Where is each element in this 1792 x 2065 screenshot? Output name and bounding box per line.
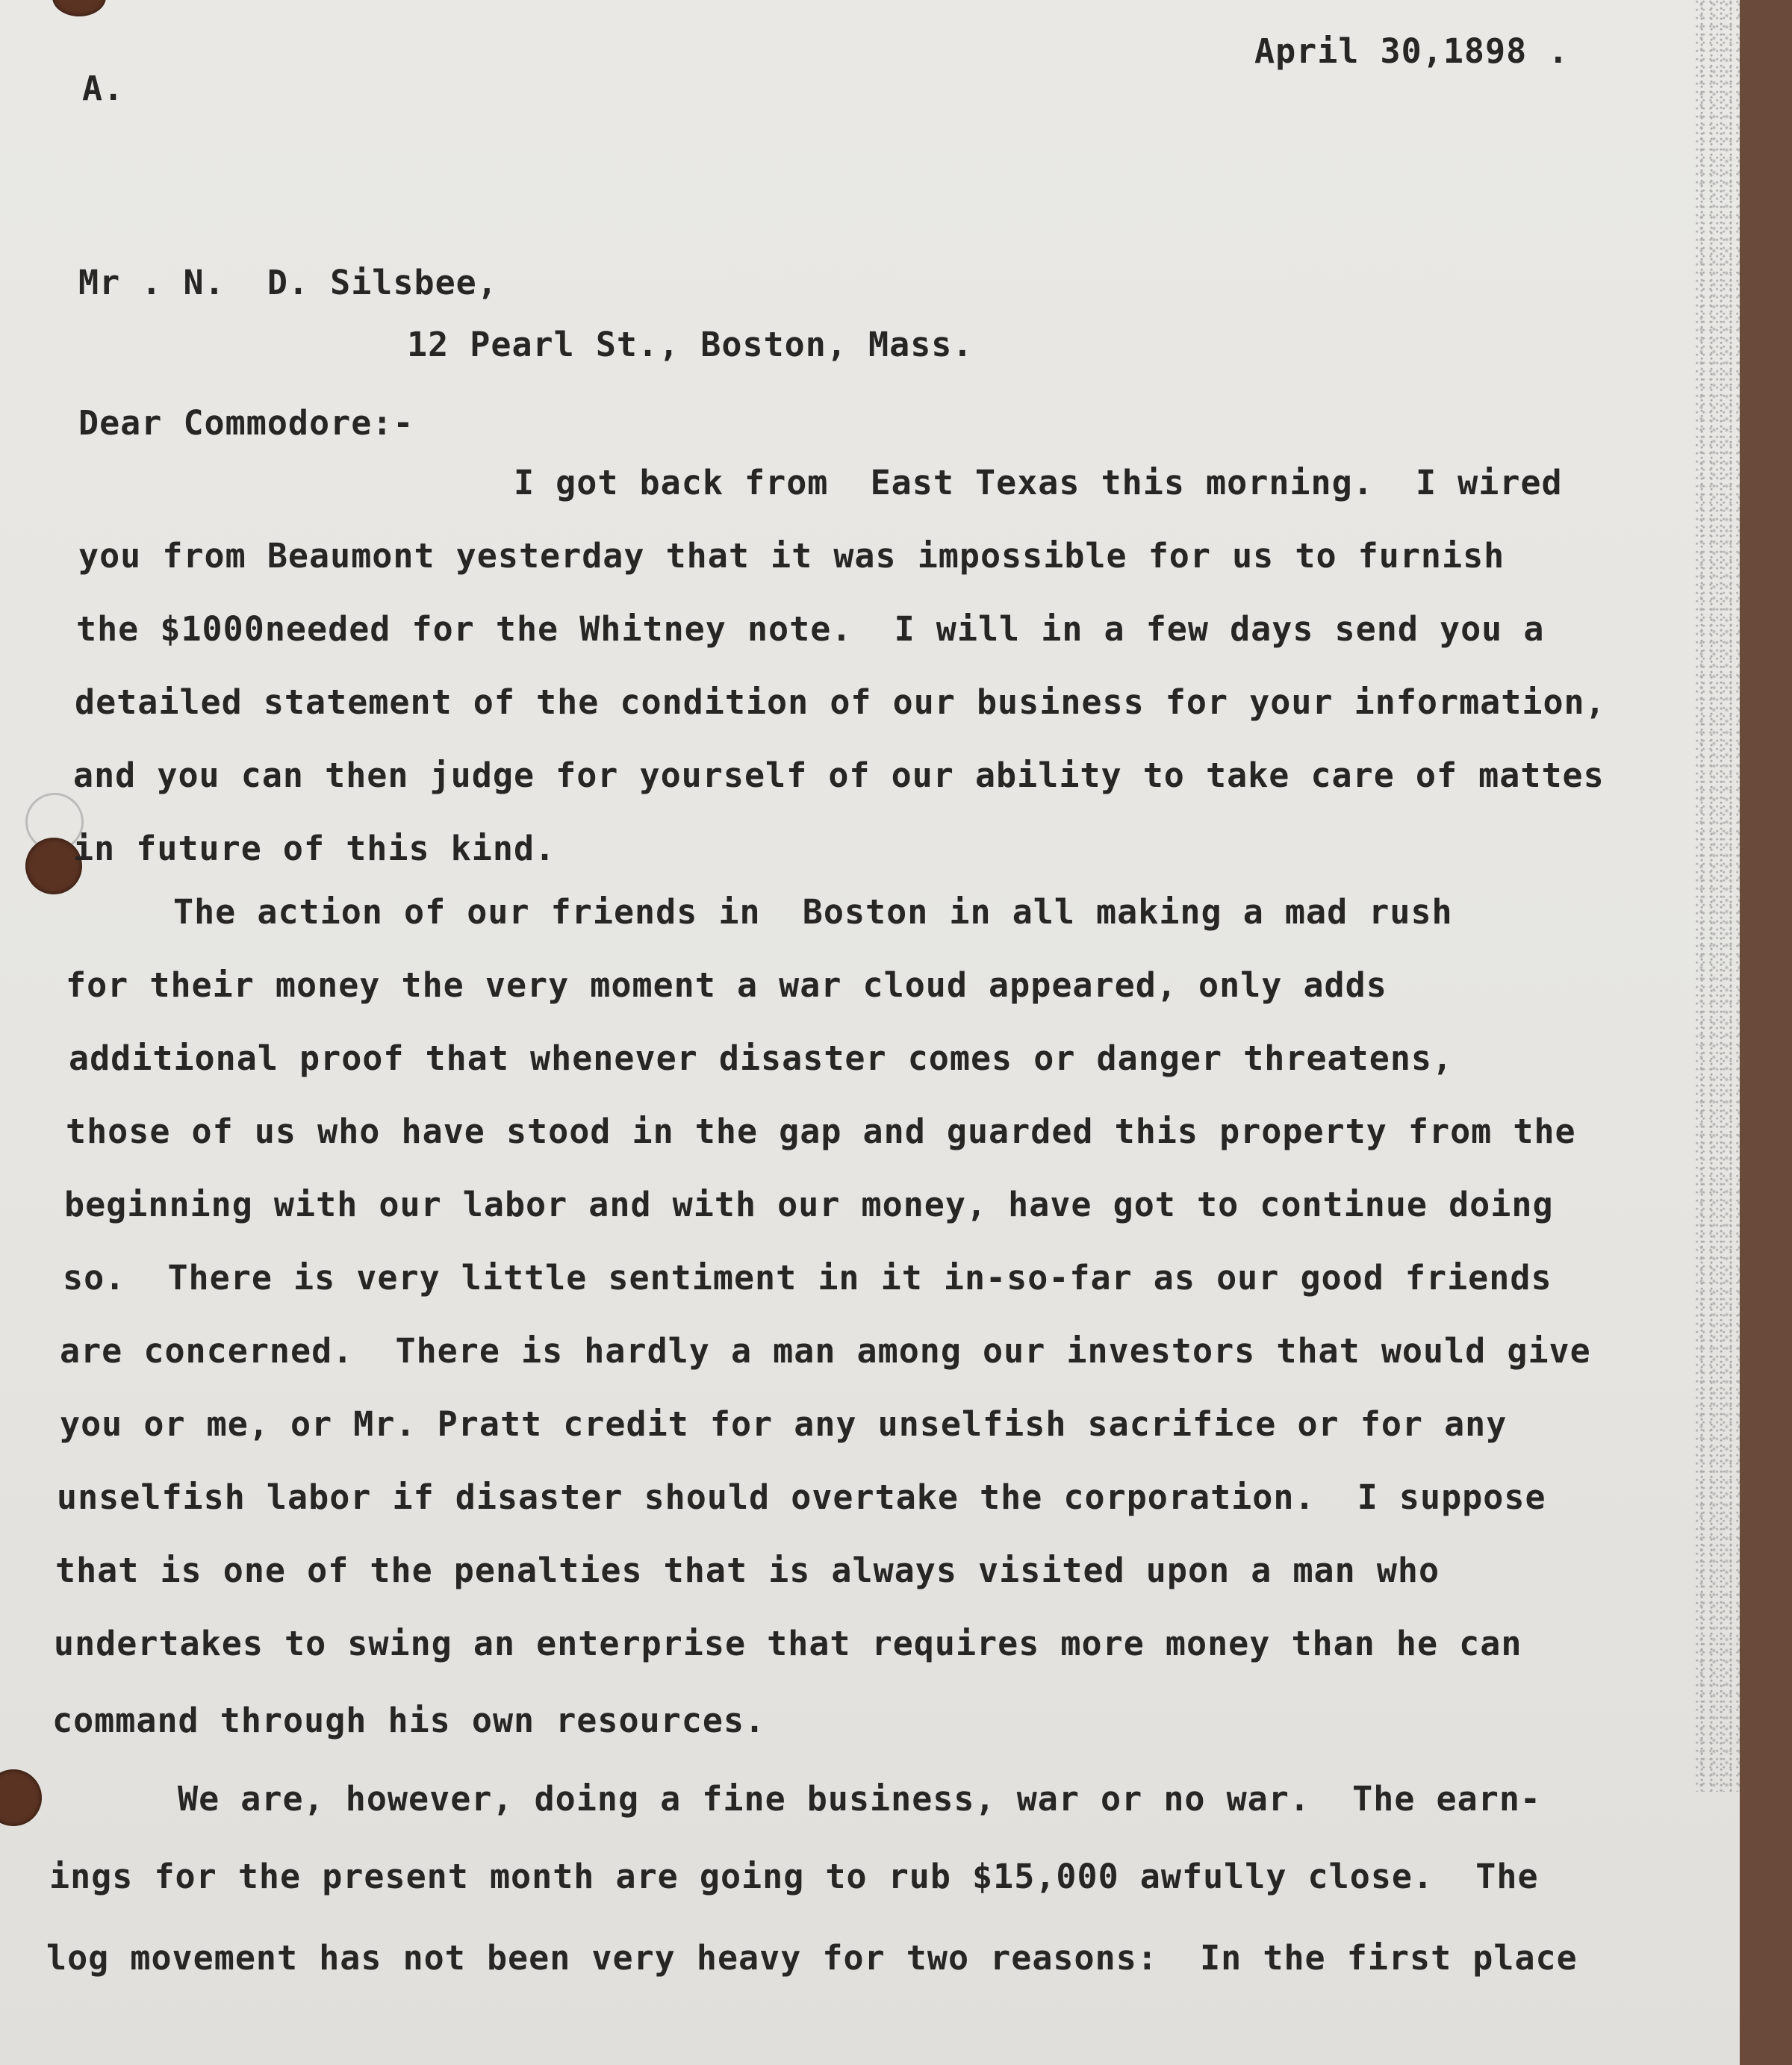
body-line: you or me, or Mr. Pratt credit for any unselfish sacrifice or for any xyxy=(60,1404,1508,1444)
salutation: Dear Commodore:- xyxy=(78,403,414,443)
body-line: undertakes to swing an enterprise that requires more money than he can xyxy=(54,1624,1522,1663)
body-line: that is one of the penalties that is always visited upon a man who xyxy=(55,1551,1440,1590)
body-line: are concerned. There is hardly a man among our investors that would give xyxy=(60,1331,1591,1371)
punch-hole-top xyxy=(52,0,106,16)
body-line: additional proof that whenever disaster comes or danger threatens, xyxy=(69,1038,1454,1078)
body-line: We are, however, doing a fine business, war or no war. The earn- xyxy=(178,1779,1541,1819)
body-line: so. There is very little sentiment in it in-so-far as our good friends xyxy=(63,1258,1552,1298)
body-line: command through his own resources. xyxy=(52,1701,766,1740)
body-line: I got back from East Texas this morning. I wired xyxy=(514,463,1563,502)
body-line: The action of our friends in Boston in all making a mad rush xyxy=(173,892,1453,932)
punch-hole-bottom xyxy=(0,1769,42,1826)
body-line: you from Beaumont yesterday that it was impossible for us to furnish xyxy=(78,536,1505,576)
recipient-address: 12 Pearl St., Boston, Mass. xyxy=(407,325,974,364)
body-line: log movement has not been very heavy for two reasons: In the first place xyxy=(46,1938,1578,1978)
body-line: the $1000needed for the Whitney note. I will in a few days send you a xyxy=(76,609,1545,649)
page-edge-wear xyxy=(1695,0,1740,1792)
body-line: in future of this kind. xyxy=(73,829,556,868)
body-line: those of us who have stood in the gap and guarded this property from the xyxy=(66,1112,1576,1151)
body-line: ings for the present month are going to rub $15,000 awfully close. The xyxy=(49,1857,1539,1896)
body-line: and you can then judge for yourself of our ability to take care of mattes xyxy=(73,756,1605,795)
body-line: detailed statement of the condition of our business for your information, xyxy=(75,682,1606,722)
body-line: for their money the very moment a war cloud appeared, only adds xyxy=(66,965,1387,1005)
letter-date: April 30,1898 . xyxy=(1254,31,1569,71)
file-mark: A. xyxy=(82,69,125,108)
recipient-name: Mr . N. D. Silsbee, xyxy=(78,263,498,302)
body-line: unselfish labor if disaster should overtake the corporation. I suppose xyxy=(57,1477,1546,1517)
body-line: beginning with our labor and with our money, have got to continue doing xyxy=(64,1185,1554,1224)
